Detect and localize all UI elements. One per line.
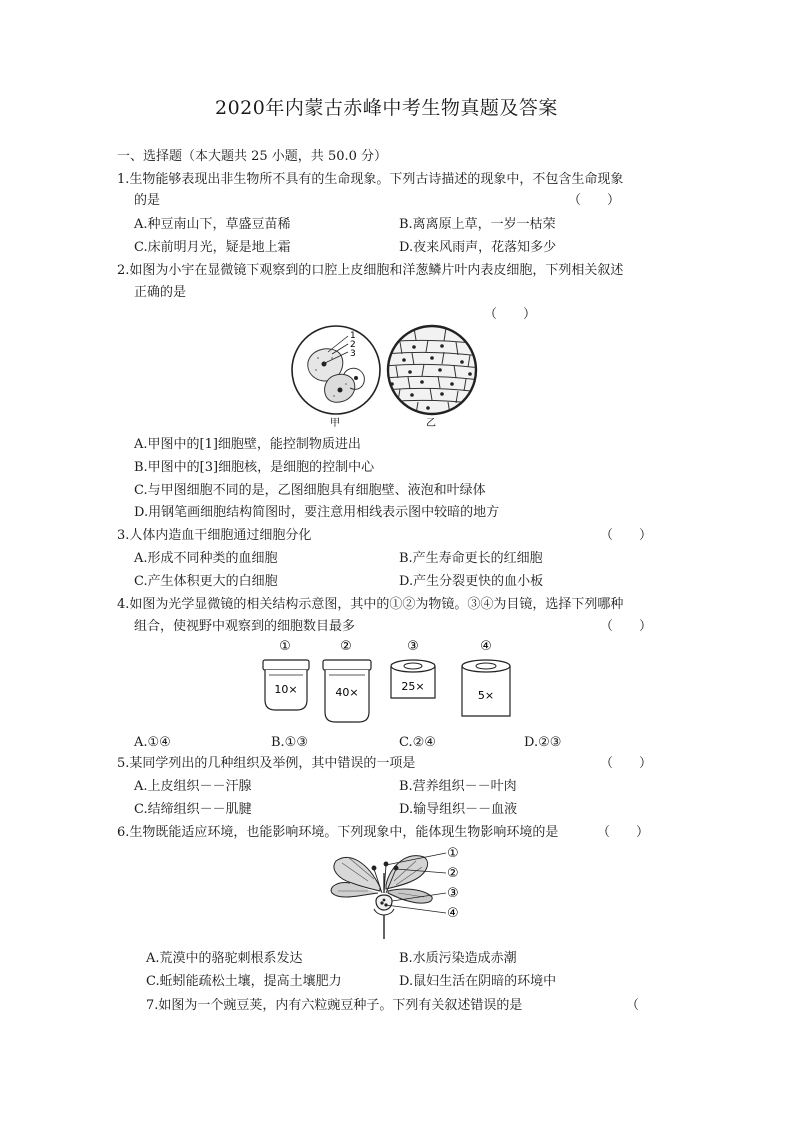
option-d: D.输导组织－－血液: [399, 802, 518, 817]
label-3: 3: [350, 349, 356, 359]
option-d: D.用钢笔画细胞结构简图时，要注意用相线表示图中较暗的地方: [134, 505, 500, 520]
lens-number-1: ①: [279, 639, 291, 654]
flower-label-1: ①: [447, 846, 459, 861]
answer-bracket: （ ）: [600, 528, 653, 543]
lens-number-3: ③: [407, 639, 419, 654]
objective-lens-2: [323, 639, 371, 722]
option-b: B.产生寿命更长的红细胞: [399, 551, 543, 566]
option-d: D.鼠妇生活在阴暗的环境中: [399, 974, 557, 989]
option-d: D.夜来风雨声，花落知多少: [399, 240, 557, 255]
objective-lens-1: [263, 639, 309, 710]
option-c: C.结缔组织－－肌腱: [134, 802, 252, 817]
option-c: C.蚯蚓能疏松土壤，提高土壤肥力: [146, 974, 342, 989]
figure-label-b: 乙: [426, 418, 436, 429]
option-c: C.产生体积更大的白细胞: [134, 574, 278, 589]
page-title: 2020年内蒙古赤峰中考生物真题及答案: [215, 97, 558, 119]
lens-diagram: [255, 636, 525, 726]
question-stem: 3.人体内造血干细胞通过细胞分化: [117, 528, 312, 543]
flower-diagram: [328, 843, 468, 941]
option-d: D.产生分裂更快的血小板: [399, 574, 544, 589]
eyepiece-lens-4: [462, 639, 510, 716]
option-b: B.甲图中的[3]细胞核，是细胞的控制中心: [134, 460, 375, 475]
cell-diagram: [288, 322, 480, 432]
option-c: C.②④: [399, 735, 436, 750]
lens-mag-3: 25×: [401, 680, 425, 693]
flower-label-4: ④: [447, 906, 459, 921]
option-b: B.①③: [271, 735, 308, 750]
question-stem: 7.如图为一个豌豆荚，内有六粒豌豆种子。下列有关叙述错误的是: [146, 998, 523, 1013]
option-d: D.②③: [524, 735, 562, 750]
answer-bracket: （ ）: [600, 619, 653, 634]
question-stem: 6.生物既能适应环境，也能影响环境。下列现象中，能体现生物影响环境的是: [117, 825, 559, 840]
option-a: A.形成不同种类的血细胞: [134, 551, 278, 566]
option-a: A.荒漠中的骆驼刺根系发达: [146, 951, 303, 966]
lens-number-2: ②: [340, 639, 352, 654]
option-a: A.上皮组织－－汗腺: [134, 779, 252, 794]
answer-bracket: （ ）: [600, 756, 653, 771]
lens-mag-1: 10×: [274, 683, 298, 696]
lens-number-4: ④: [480, 639, 492, 654]
question-stem-cont: 正确的是: [134, 285, 187, 300]
option-a: A.①④: [134, 735, 171, 750]
lens-mag-2: 40×: [335, 686, 359, 699]
question-stem: 1.生物能够表现出非生物所不具有的生命现象。下列古诗描述的现象中，不包含生命现象: [117, 172, 624, 187]
figure-label-a: 甲: [330, 418, 340, 429]
question-stem-cont: 的是: [134, 193, 161, 208]
answer-bracket: （ ）: [484, 307, 537, 322]
option-a: A.甲图中的[1]细胞壁，能控制物质进出: [134, 437, 361, 452]
label-2: 2: [350, 340, 356, 350]
flower-label-3: ③: [447, 886, 459, 901]
answer-bracket: （ ）: [568, 193, 621, 208]
answer-bracket-open: （: [626, 998, 640, 1013]
flower-label-2: ②: [447, 866, 459, 881]
option-b: B.营养组织－－叶肉: [399, 779, 517, 794]
answer-bracket: （ ）: [597, 825, 650, 840]
question-stem-cont: 组合，使视野中观察到的细胞数目最多: [134, 619, 356, 634]
eyepiece-lens-3: [391, 639, 435, 698]
option-b: B.水质污染造成赤潮: [399, 951, 517, 966]
section-heading: 一、选择题（本大题共 25 小题，共 50.0 分）: [117, 149, 388, 164]
question-stem: 4.如图为光学显微镜的相关结构示意图，其中的①②为物镜。③④为目镜，选择下列哪种: [117, 597, 624, 612]
label-1: 1: [350, 331, 356, 341]
option-c: C.与甲图细胞不同的是，乙图细胞具有细胞壁、液泡和叶绿体: [134, 483, 486, 498]
question-stem: 5.某同学列出的几种组织及举例，其中错误的一项是: [117, 756, 416, 771]
option-c: C.床前明月光，疑是地上霜: [134, 240, 291, 255]
option-b: B.离离原上草，一岁一枯荣: [399, 217, 556, 232]
question-stem: 2.如图为小宇在显微镜下观察到的口腔上皮细胞和洋葱鳞片叶内表皮细胞，下列相关叙述: [117, 263, 624, 278]
lens-mag-4: 5×: [477, 689, 495, 702]
option-a: A.种豆南山下，草盛豆苗稀: [134, 217, 291, 232]
